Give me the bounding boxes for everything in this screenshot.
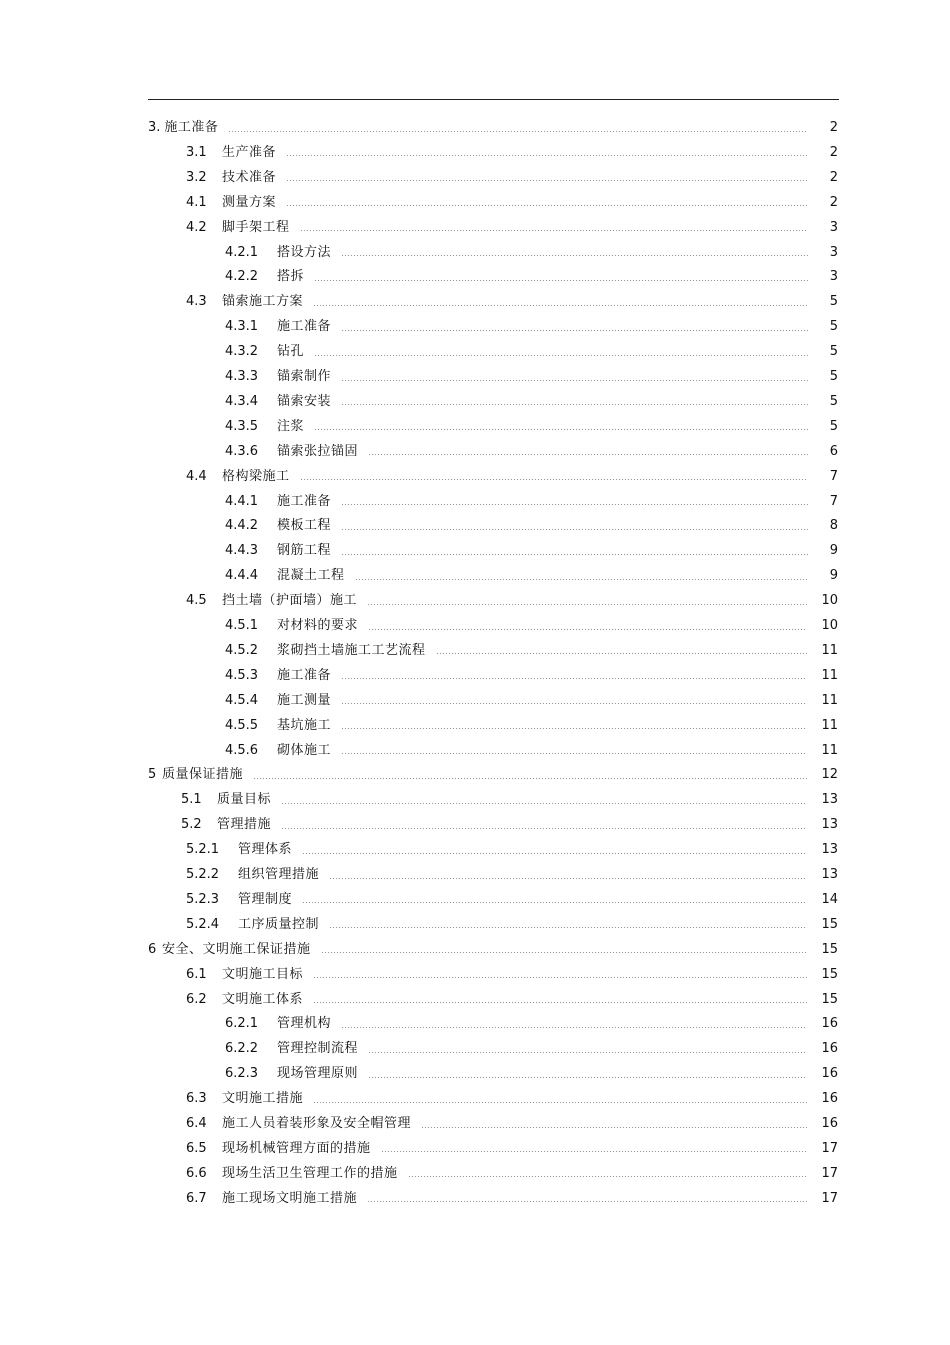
toc-leader-dots (341, 380, 808, 381)
toc-entry[interactable] (225, 566, 838, 586)
toc-entry-number: 4.4.2 (225, 518, 259, 534)
toc-entry[interactable] (186, 1189, 838, 1209)
toc-entry-page: 15 (821, 966, 838, 982)
toc-entry-title: 锚索张拉锚固 (277, 443, 359, 459)
toc-entry-page: 10 (821, 593, 838, 609)
toc-leader-dots (341, 529, 808, 530)
toc-entry-title: 技术准备 (222, 169, 277, 185)
toc-entry-title: 施工准备 (277, 493, 332, 509)
toc-entry[interactable] (148, 940, 838, 960)
toc-entry-page: 8 (829, 518, 838, 534)
toc-entry-title: 文明施工目标 (222, 966, 304, 982)
toc-entry-number: 4.3 (186, 294, 207, 310)
toc-leader-dots (341, 330, 808, 331)
toc-entry-title: 钢筋工程 (277, 543, 332, 559)
toc-entry-title: 锚索安装 (277, 393, 332, 409)
toc-entry-title: 钻孔 (277, 344, 305, 360)
toc-entry-title: 管理措施 (217, 817, 272, 833)
toc-entry-page: 17 (821, 1140, 838, 1156)
toc-entry-number: 4.2.2 (225, 269, 259, 285)
toc-leader-dots (341, 255, 808, 256)
toc-entry-number: 6.4 (186, 1116, 207, 1131)
toc-entry-page: 16 (821, 1091, 838, 1107)
toc-entry-number: 6.2.2 (225, 1041, 259, 1057)
toc-entry-page: 2 (829, 194, 838, 210)
toc-entry-page: 16 (821, 1116, 838, 1131)
toc-entry-page: 11 (821, 667, 838, 683)
toc-entry-number: 5.2.3 (186, 891, 220, 907)
toc-entry-page: 2 (829, 169, 838, 185)
toc-entry-number: 6.2.1 (225, 1016, 259, 1032)
toc-entry-page: 15 (821, 916, 838, 932)
toc-leader-dots (408, 1176, 808, 1177)
toc-entry-title: 对材料的要求 (277, 618, 359, 633)
toc-entry-page: 13 (821, 867, 838, 882)
toc-entry-number: 4.3.4 (225, 393, 259, 409)
toc-entry-number: 3.1 (186, 144, 207, 160)
toc-entry-title: 模板工程 (277, 518, 332, 534)
toc-entry-page: 16 (821, 1041, 838, 1057)
toc-entry-number: 6.2 (186, 991, 207, 1007)
toc-entry[interactable] (225, 1064, 838, 1084)
toc-entry[interactable] (225, 442, 838, 462)
toc-entry-title: 测量方案 (222, 194, 277, 210)
toc-entry-number: 6 (148, 941, 157, 957)
toc-entry-page: 5 (829, 418, 838, 434)
toc-leader-dots (355, 579, 808, 580)
toc-entry-number: 4.5.6 (225, 742, 259, 758)
toc-entry[interactable] (225, 1039, 838, 1059)
toc-entry-title: 施工现场文明施工措施 (222, 1190, 358, 1206)
toc-entry-page: 16 (821, 1016, 838, 1032)
toc-leader-dots (329, 878, 807, 879)
toc-entry-title: 现场生活卫生管理工作的措施 (222, 1165, 398, 1181)
toc-entry-number: 6.6 (186, 1165, 207, 1181)
toc-leader-dots (367, 1201, 807, 1202)
toc-entry[interactable] (225, 243, 838, 263)
toc-entry-title: 搭拆 (277, 269, 305, 285)
toc-entry-number: 4.2.1 (225, 244, 259, 260)
toc-entry-number: 4.5.4 (225, 692, 259, 708)
toc-leader-dots (228, 131, 808, 132)
toc-leader-dots (286, 155, 808, 156)
toc-leader-dots (368, 454, 808, 455)
toc-entry-number: 4.3.1 (225, 319, 259, 335)
toc-entry[interactable] (148, 765, 838, 785)
toc-leader-dots (286, 180, 808, 181)
toc-entry-title: 浆砌挡土墙施工工艺流程 (277, 642, 426, 658)
toc-entry[interactable] (186, 292, 838, 312)
toc-leader-dots (368, 1077, 807, 1078)
toc-entry-number: 4.4.3 (225, 543, 259, 559)
toc-entry-title: 混凝土工程 (277, 568, 345, 584)
toc-entry-page: 3 (829, 269, 838, 285)
toc-entry-page: 10 (821, 618, 838, 633)
toc-entry-title: 施工准备 (277, 319, 332, 335)
toc-leader-dots (302, 853, 807, 854)
toc-entry-number: 6.2.3 (225, 1066, 259, 1082)
toc-leader-dots (341, 504, 808, 505)
toc-leader-dots (286, 205, 808, 206)
toc-entry-title: 管理体系 (238, 842, 293, 858)
toc-leader-dots (368, 629, 807, 630)
toc-leader-dots (281, 803, 807, 804)
toc-entry[interactable] (225, 616, 838, 636)
toc-entry-number: 4.3.6 (225, 443, 259, 459)
toc-entry-page: 2 (829, 120, 838, 135)
toc-entry[interactable] (225, 267, 838, 287)
toc-entry[interactable] (186, 915, 838, 935)
toc-entry-page: 13 (821, 842, 838, 858)
toc-entry-title: 搭设方法 (277, 244, 332, 260)
toc-entry-page: 17 (821, 1190, 838, 1206)
toc-entry-title: 工序质量控制 (238, 916, 320, 932)
toc-entry-number: 5 (148, 767, 157, 783)
toc-entry-number: 3.2 (186, 169, 207, 185)
toc-leader-dots (314, 280, 808, 281)
toc-entry-page: 11 (821, 742, 838, 758)
toc-leader-dots (314, 355, 808, 356)
toc-entry-page: 12 (821, 767, 838, 783)
toc-entry[interactable] (186, 865, 838, 885)
toc-entry-number: 4.3.5 (225, 418, 259, 434)
toc-leader-dots (300, 479, 808, 480)
toc-entry-page: 2 (829, 144, 838, 160)
toc-entry[interactable] (186, 168, 838, 188)
toc-entry-title: 基坑施工 (277, 717, 332, 733)
toc-entry-page: 13 (821, 817, 838, 833)
toc-entry[interactable] (186, 591, 838, 611)
toc-entry[interactable] (225, 741, 838, 761)
toc-entry-page: 5 (829, 319, 838, 335)
toc-entry[interactable] (186, 990, 838, 1010)
toc-entry-page: 11 (821, 692, 838, 708)
toc-entry-number: 4.1 (186, 194, 207, 210)
toc-entry-title: 锚索制作 (277, 369, 332, 384)
toc-entry-page: 11 (821, 717, 838, 733)
toc-entry-number: 4.5 (186, 593, 207, 609)
toc-entry[interactable] (148, 118, 838, 138)
toc-entry[interactable] (225, 1014, 838, 1034)
toc-entry[interactable] (225, 541, 838, 561)
toc-entry-number: 3. (148, 120, 161, 135)
toc-entry[interactable] (181, 815, 838, 835)
toc-entry-number: 4.2 (186, 219, 207, 235)
toc-leader-dots (341, 554, 808, 555)
toc-leader-dots (341, 728, 807, 729)
toc-entry-number: 4.4.1 (225, 493, 259, 509)
toc-entry[interactable] (225, 516, 838, 536)
toc-entry-title: 生产准备 (222, 144, 277, 160)
toc-leader-dots (341, 404, 808, 405)
toc-entry-title: 挡土墙（护面墙）施工 (222, 593, 358, 609)
toc-entry-page: 9 (829, 568, 838, 584)
toc-entry[interactable] (225, 492, 838, 512)
toc-entry-title: 施工人员着装形象及安全帽管理 (222, 1116, 412, 1131)
toc-entry[interactable] (186, 1164, 838, 1184)
toc-entry-title: 质量目标 (217, 792, 272, 808)
toc-entry-page: 6 (829, 443, 838, 459)
toc-entry-page: 3 (829, 244, 838, 260)
toc-entry[interactable] (186, 467, 838, 487)
toc-entry-title: 砌体施工 (277, 742, 332, 758)
toc-entry-page: 5 (829, 294, 838, 310)
toc-entry-title: 注浆 (277, 418, 305, 434)
toc-entry-number: 5.1 (181, 792, 202, 808)
toc-entry-number: 5.2.4 (186, 916, 220, 932)
toc-leader-dots (436, 653, 808, 654)
toc-entry-page: 17 (821, 1165, 838, 1181)
toc-entry[interactable] (225, 367, 838, 387)
toc-entry-number: 4.5.1 (225, 618, 259, 633)
toc-leader-dots (341, 678, 807, 679)
toc-leader-dots (321, 952, 808, 953)
toc-entry-number: 6.1 (186, 966, 207, 982)
toc-entry-page: 5 (829, 393, 838, 409)
toc-entry-title: 施工准备 (164, 120, 219, 135)
toc-leader-dots (281, 828, 807, 829)
toc-entry[interactable] (186, 840, 838, 860)
toc-leader-dots (313, 305, 808, 306)
toc-leader-dots (300, 230, 808, 231)
toc-entry-title: 文明施工体系 (222, 991, 304, 1007)
toc-entry[interactable] (186, 890, 838, 910)
toc-entry-title: 安全、文明施工保证措施 (162, 941, 311, 957)
toc-leader-dots (313, 977, 807, 978)
toc-entry-number: 4.5.3 (225, 667, 259, 683)
toc-entry-number: 4.4.4 (225, 568, 259, 584)
toc-leader-dots (381, 1151, 808, 1152)
toc-entry-number: 5.2.1 (186, 842, 220, 858)
toc-leader-dots (313, 1002, 807, 1003)
toc-entry-number: 5.2.2 (186, 867, 220, 882)
toc-entry-page: 9 (829, 543, 838, 559)
toc-entry-title: 现场机械管理方面的措施 (222, 1140, 371, 1156)
toc-entry-number: 6.3 (186, 1091, 207, 1107)
toc-entry[interactable] (225, 641, 838, 661)
toc-entry[interactable] (186, 193, 838, 213)
toc-leader-dots (368, 1052, 807, 1053)
toc-leader-dots (302, 902, 807, 903)
toc-entry[interactable] (225, 691, 838, 711)
toc-entry-number: 4.4 (186, 468, 207, 484)
toc-leader-dots (341, 703, 807, 704)
toc-leader-dots (313, 1102, 807, 1103)
toc-leader-dots (367, 604, 807, 605)
toc-entry-number: 5.2 (181, 817, 202, 833)
toc-entry[interactable] (225, 417, 838, 437)
toc-entry[interactable] (186, 1089, 838, 1109)
toc-entry[interactable] (186, 1114, 838, 1134)
toc-entry-title: 现场管理原则 (277, 1066, 359, 1082)
toc-entry-page: 13 (821, 792, 838, 808)
toc-entry[interactable] (225, 716, 838, 736)
toc-leader-dots (253, 778, 807, 779)
toc-entry-number: 4.5.5 (225, 717, 259, 733)
toc-entry[interactable] (225, 317, 838, 337)
toc-entry-number: 6.5 (186, 1140, 207, 1156)
toc-entry[interactable] (186, 143, 838, 163)
toc-entry-title: 管理控制流程 (277, 1041, 359, 1057)
toc-entry-page: 5 (829, 344, 838, 360)
toc-entry-page: 7 (829, 493, 838, 509)
toc-entry[interactable] (181, 790, 838, 810)
toc-leader-dots (329, 927, 807, 928)
toc-entry-page: 15 (821, 991, 838, 1007)
toc-entry-page: 7 (829, 468, 838, 484)
toc-entry-title: 锚索施工方案 (222, 294, 304, 310)
toc-entry-title: 文明施工措施 (222, 1091, 304, 1107)
toc-entry[interactable] (225, 392, 838, 412)
toc-entry[interactable] (186, 218, 838, 238)
toc-entry-title: 脚手架工程 (222, 219, 290, 235)
toc-entry-page: 3 (829, 219, 838, 235)
toc-entry-title: 施工测量 (277, 692, 332, 708)
toc-entry[interactable] (225, 666, 838, 686)
toc-entry-number: 4.3.2 (225, 344, 259, 360)
toc-leader-dots (341, 1027, 807, 1028)
toc-leader-dots (314, 429, 808, 430)
toc-entry-title: 施工准备 (277, 667, 332, 683)
toc-entry-page: 14 (821, 891, 838, 907)
toc-entry-page: 5 (829, 369, 838, 384)
toc-entry-page: 16 (821, 1066, 838, 1082)
toc-entry-title: 格构梁施工 (222, 468, 290, 484)
toc-entry-number: 4.3.3 (225, 369, 259, 384)
toc-entry-title: 质量保证措施 (162, 767, 244, 783)
toc-entry-page: 11 (821, 642, 838, 658)
toc-leader-dots (341, 753, 807, 754)
toc-entry-title: 管理制度 (238, 891, 293, 907)
toc-entry-page: 15 (821, 941, 838, 957)
toc-entry-number: 4.5.2 (225, 642, 259, 658)
toc-entry[interactable] (186, 965, 838, 985)
toc-entry-title: 管理机构 (277, 1016, 332, 1032)
toc-entry[interactable] (225, 342, 838, 362)
toc-leader-dots (421, 1127, 807, 1128)
toc-entry-number: 6.7 (186, 1190, 207, 1206)
toc-entry[interactable] (186, 1139, 838, 1159)
toc-entry-title: 组织管理措施 (238, 867, 320, 882)
